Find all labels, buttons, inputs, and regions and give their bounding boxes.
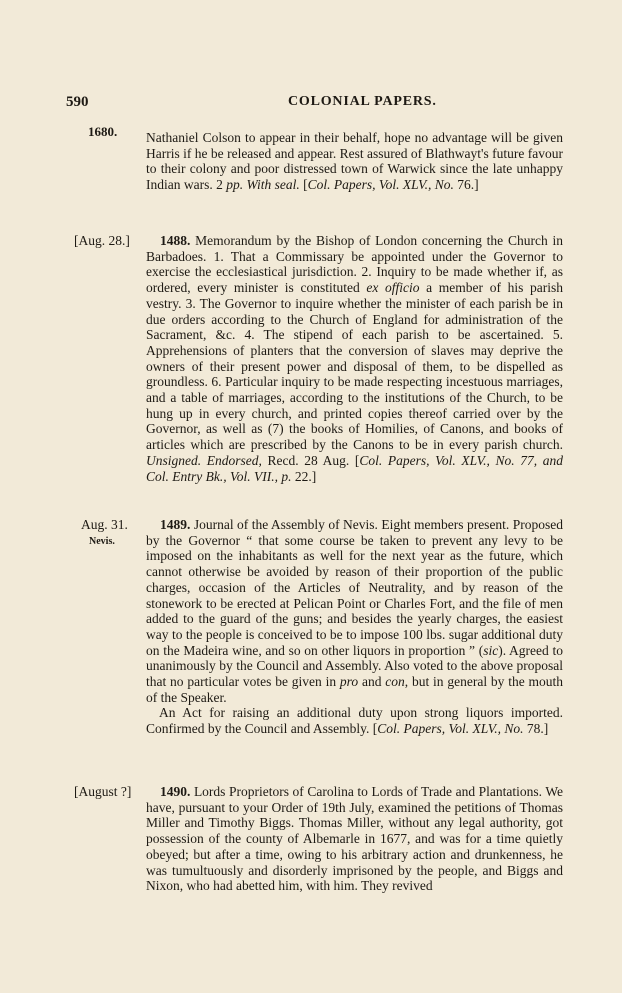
margin-date: Aug. 31.	[81, 517, 128, 532]
margin-date: [August ?]	[74, 784, 132, 799]
margin-date: [Aug. 28.]	[74, 233, 130, 248]
page-header	[66, 94, 566, 114]
entry-number: 1490.	[160, 784, 191, 799]
continuation-paragraph: Nathaniel Colson to appear in their behalf, hope no advantage will be given Harris if he be released and appear. Rest assured of Blathwayt's future favour to their colony and poor distressed town of Warwick since the late unhappy Indian wars. 2 pp. With seal. [Col. Papers, Vol. XLV., No. 76.]	[146, 130, 563, 193]
year-heading: 1680.	[88, 124, 118, 139]
entry-number: 1488.	[160, 233, 191, 248]
entry-1488: 1488. Memorandum by the Bishop of London concerning the Church in Barbadoes. 1. That a Commissary be appointed under the Governor to exercise the ecclesiastical jurisdiction. 2. Inquiry to be made whether if, as ordered, every minister is constituted ex officio a member of his parish vestry. 3. The Governor to inquire whether the minister of each parish be in due orders according to the Church of England for administration of the Sacrament, &c. 4. The stipend of each parish to be ascertained. 5. Apprehensions of planters that the conversion of slaves may deprive the owners of their present power and disposal of them, to be dispelled as groundless. 6. Particular inquiry to be made respecting incestuous marriages, and a table of marriages, according to the institutions of the Church, to be hung up in every church, and printed copies thereof carried over by the Governor, as well as (7) the books of Homilies, of Canons, and books of articles which are prescribed by the Canons to be in every parish church. Unsigned. Endorsed, Recd. 28 Aug. [Col. Papers, Vol. XLV., No. 77, and Col. Entry Bk., Vol. VII., p. 22.]	[146, 233, 564, 484]
entry-number: 1489.	[160, 517, 191, 532]
page-number: 590	[66, 94, 89, 110]
entry-1490: 1490. Lords Proprietors of Carolina to Lords of Trade and Plantations. We have, pursuant to your Order of 19th July, examined the petitions of Thomas Miller and Timothy Biggs. Thomas Miller, without any legal authority, got possession of the county of Albemarle in 1677, and was for a time quietly obeyed; but after a time, owing to his arbitrary action and drunkenness, he was tumultuously and disorderly imprisoned by the people, and Biggs and Nixon, who had abetted him, with him. They revived	[146, 784, 563, 894]
entry-1489: 1489. Journal of the Assembly of Nevis. Eight members present. Proposed by the Governor “ that some course be taken to prevent any levy to be imposed on the inhabitants as well for the next year as the future, which cannot otherwise be avoided by reason of their proportion of the public charges, occasion of the Articles of Neutrality, and by reason of the stonework to be erected at Pelican Point or Charles Fort, and the file of men added to the guard of the guns; and besides the yearly charges, the easiest way to the people is conceived to be to impose 100 lbs. sugar additional duty on the Madeira wine, and so on other liquors in proportion ” (sic). Agreed to unanimously by the Council and Assembly. Also voted to the above proposal that no particular votes be given in pro and con, but in general by the mouth of the Speaker. An Act for raising an additional duty upon strong liquors imported. Confirmed by the Council and Assembly. [Col. Papers, Vol. XLV., No. 78.]	[146, 517, 563, 737]
margin-place: Nevis.	[89, 536, 115, 547]
running-title: COLONIAL PAPERS.	[288, 94, 437, 109]
